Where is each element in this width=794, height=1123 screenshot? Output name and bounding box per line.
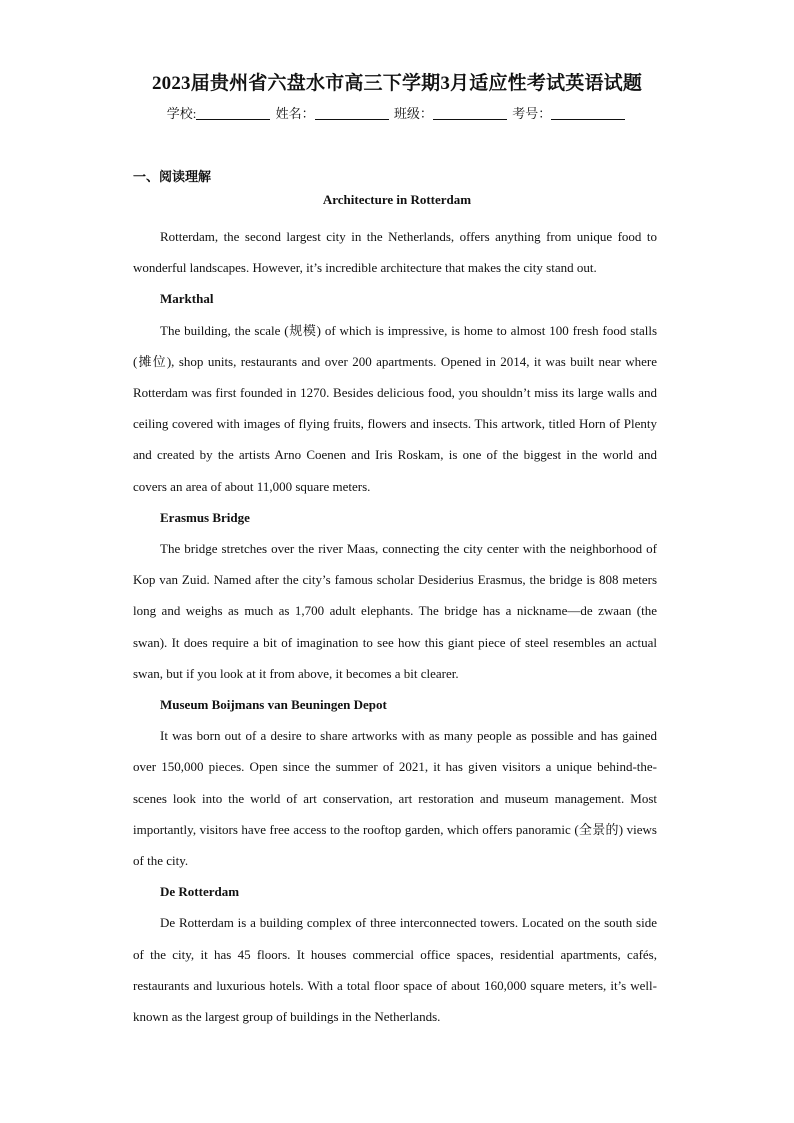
intro-paragraph: Rotterdam, the second largest city in the Netherlands, offers anything from unique food to wonderful landscapes. However, it’s incredible architecture that makes the city stand out.	[133, 229, 657, 276]
exam-number-label: 考号：	[512, 106, 552, 121]
subheading-de-rotterdam: De Rotterdam	[160, 884, 240, 900]
paragraph-erasmus-bridge: The bridge stretches over the river Maas, connecting the city center with the neighborhood of Kop van Zuid. Named after the city’s famous scholar Desiderius Erasmus, the bridge is 808 meters long and weighs as much as 1,700 adult elephants. The bridge has a nickname—de zwaan (the swan). It does require a bit of imagination to see how this giant piece of steel resembles an actual swan, but if you look at it from above, it becomes a bit clearer.	[133, 541, 657, 681]
subheading-markthal: Markthal	[160, 291, 214, 307]
paragraph-markthal: The building, the scale (规模) of which is impressive, is home to almost 100 fresh food stalls (摊位), shop units, restaurants and over 200 apartments. Opened in 2014, it was built near where Rotterdam was first founded in 1270. Besides delicious food, you shouldn’t miss its large walls and ceiling covered with images of flying fruits, flowers and insects. This artwork, titled Horn of Plenty and created by the artists Arno Coenen and Iris Roskam, is one of the biggest in the world and covers an area of about 11,000 square meters.	[133, 322, 657, 494]
school-blank[interactable]	[196, 106, 270, 120]
school-label: 学校:	[166, 106, 197, 121]
page-title: 2023届贵州省六盘水市高三下学期3月适应性考试英语试题	[151, 73, 643, 94]
exam-number-blank[interactable]	[551, 106, 625, 120]
subheading-erasmus-bridge: Erasmus Bridge	[160, 509, 250, 525]
name-label: 姓名：	[275, 106, 315, 121]
section-heading: 一、阅读理解	[133, 169, 212, 184]
student-info-line	[0, 103, 794, 122]
class-label: 班级：	[393, 106, 433, 121]
name-blank[interactable]	[315, 106, 389, 120]
paragraph-museum-depot: It was born out of a desire to share artworks with as many people as possible and has gained over 150,000 pieces. Open since the summer of 2021, it has given visitors a unique behind-the-scenes look into the world of art conservation, art restoration and museum management. Most importantly, visitors have free access to the rooftop garden, which offers panoramic (全景的) views of the city.	[133, 728, 657, 869]
article-title: Architecture in Rotterdam	[322, 192, 472, 207]
paragraph-de-rotterdam: De Rotterdam is a building complex of three interconnected towers. Located on the south side of the city, it has 45 floors. It houses commercial office spaces, residential apartments, cafés, restaurants and luxurious hotels. With a total floor space of about 160,000 square meters, it’s well-known as the largest group of buildings in the Netherlands.	[133, 915, 657, 1025]
class-blank[interactable]	[433, 106, 507, 120]
article-body	[133, 221, 657, 1032]
subheading-museum-depot: Museum Boijmans van Beuningen Depot	[160, 697, 387, 713]
